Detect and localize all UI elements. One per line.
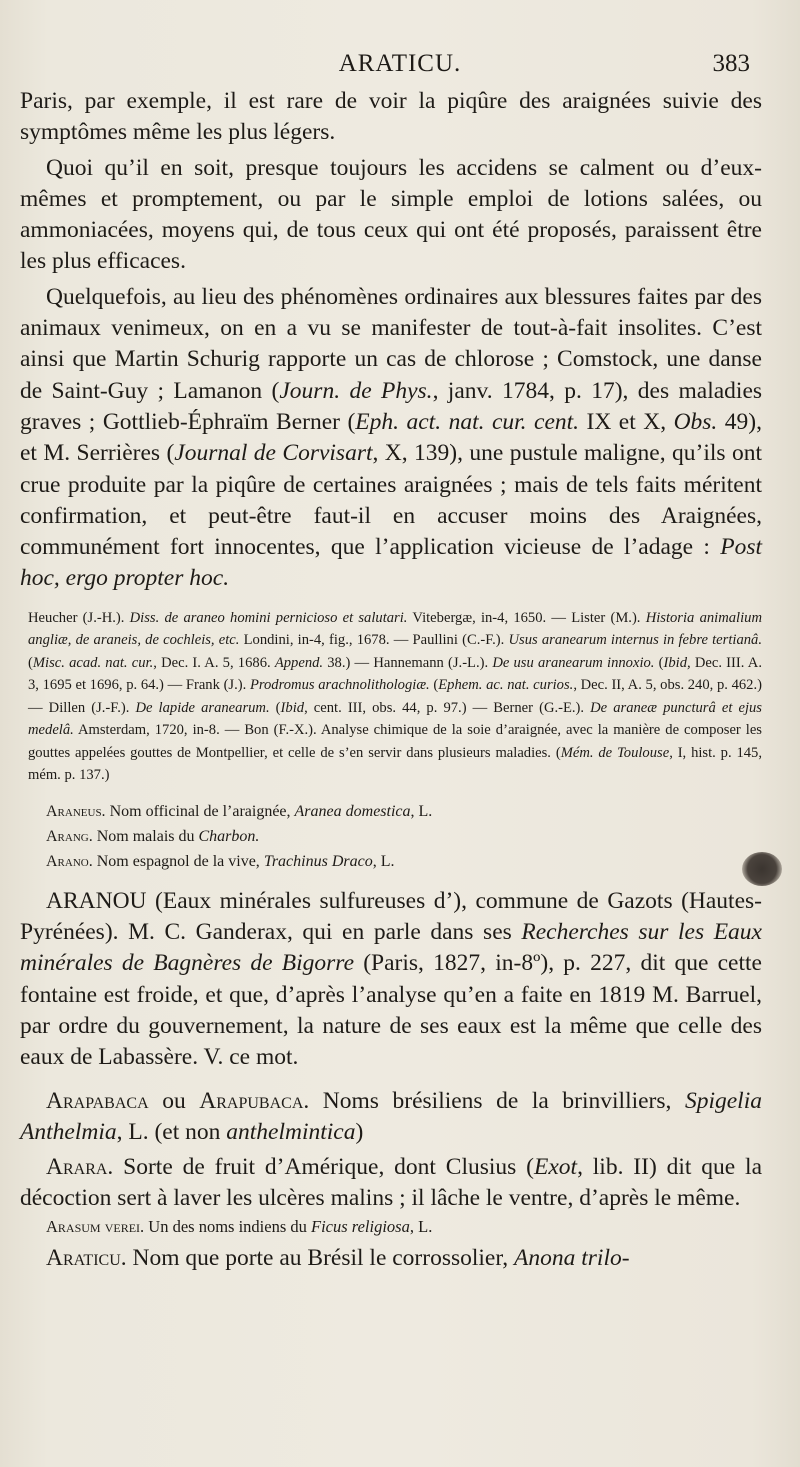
entry-headword: Arang. <box>46 827 93 845</box>
text-run: Quelquefois, au lieu des phénomènes ordinaires aux blessures faites par des animaux venimeux, on en a vu se manifester de tout-à-fait insolites. C’est ainsi que Martin Schurig rapporte un cas de chlorose ; Comstock, une danse de Saint-Guy ; Lamanon ( <box>20 283 762 404</box>
entry-aranou <box>20 886 762 1074</box>
text-run: , L. (et non <box>116 1118 227 1145</box>
italic-run: Trachinus Draco <box>263 852 373 870</box>
italic-run: Prodromus arachnolithologiæ. <box>249 677 430 694</box>
text-run: Nom espagnol de la vive, <box>92 852 264 870</box>
text-run: IX et X, <box>579 408 674 435</box>
entry-arapabaca <box>20 1086 762 1149</box>
text-run: ) <box>355 1118 364 1145</box>
text-run: Nom que porte au Brésil le corrossolier, <box>126 1244 515 1271</box>
text-run: Noms brésiliens de la brinvilliers, <box>309 1087 685 1114</box>
entry-headword: Araneus. <box>46 802 106 820</box>
text-run: Sorte de fruit d’Amérique, dont Clusius ( <box>113 1154 534 1181</box>
entry-headword: Arano. <box>46 852 93 870</box>
ink-blot-mark <box>742 852 782 886</box>
text-run: 49), et M. Serrières ( <box>20 408 762 467</box>
text-run: ( <box>654 654 664 671</box>
italic-run: Usus aranearum internus in febre tertianâ. <box>508 632 762 649</box>
entry-arang <box>20 824 762 849</box>
italic-run: Diss. de araneo homini pernicioso et salutari. <box>129 609 408 626</box>
text-run: Nom officinal de l’araignée, <box>105 802 295 820</box>
paragraph-1: Paris, par exemple, il est rare de voir la piqûre des araignées suivie des symptômes même les plus légers. <box>20 88 762 146</box>
text-run: Un des noms indiens du <box>144 1216 312 1236</box>
page-header <box>0 50 800 84</box>
entry-headword: ARANOU <box>46 887 147 914</box>
text-run: (Paris, 1827, in-8º), p. 227, dit que cette fontaine est froide, et que, d’après l’analyse qu’en a faite en 1819 M. Barruel, par ordre du gouvernement, la nature de ses eaux est la même que celle des eaux de Labassère. V. ce mot. <box>20 950 762 1071</box>
text-run: ou <box>148 1087 200 1114</box>
entry-headword: Arara. <box>46 1154 114 1181</box>
text-run: , X, 139), une pustule maligne, qu’ils ont crue produite par la piqûre de certaines araignées ; mais de tels faits méritent confirmation, et peut-être faut-il en accuser moins des Araignées, communément fort innocentes, que l’application vicieuse de l’adage : <box>20 440 762 561</box>
italic-run: Ibid <box>280 699 305 716</box>
italic-run: Eph. act. nat. cur. cent. <box>355 408 580 435</box>
text-run: ( <box>269 699 281 716</box>
bibliography-notes <box>20 607 762 787</box>
italic-run: Historia animalium angliæ, de araneis, de cochleis, etc. <box>28 609 762 649</box>
italic-run: Misc. acad. nat. cur. <box>32 654 154 671</box>
text-run: Vitebergæ, in-4, 1650. — Lister (M.). <box>407 609 646 626</box>
running-head: ARATICU. <box>338 50 462 77</box>
italic-run: Spigelia Anthelmia <box>20 1087 762 1145</box>
italic-run: Append. <box>274 654 324 671</box>
text-run: ( <box>429 677 439 694</box>
entry-headword: Arasum verei. <box>46 1216 145 1236</box>
italic-run: De lapide aranearum. <box>135 699 270 716</box>
italic-run: Ficus religiosa <box>311 1216 410 1236</box>
italic-run: Recherches sur les Eaux minérales de Bagnères de Bigorre <box>20 919 762 977</box>
text-run: Heucher (J.-H.). <box>28 609 130 626</box>
entry-araneus <box>20 799 762 824</box>
text-run: (Eaux minérales sulfureuses d’), commune de Gazots (Hautes-Pyrénées). M. C. Ganderax, qui en parle dans ses <box>20 887 762 946</box>
entry-headword: Arapubaca. <box>199 1087 310 1114</box>
text-run: , cent. III, obs. 44, p. 97.) — Berner (G.-E.). <box>304 699 591 716</box>
text-run: Londini, in-4, fig., 1678. — Paullini (C.-F.). <box>239 632 509 649</box>
text-run: , L. <box>409 1216 433 1236</box>
text-run: ( <box>28 654 33 671</box>
text-run: Nom malais du <box>92 827 199 845</box>
italic-run: Charbon. <box>198 827 260 845</box>
entry-arano <box>20 849 762 874</box>
text-run: , janv. 1784, p. 17), des maladies graves ; Gottlieb-Éphraïm Berner ( <box>20 377 763 435</box>
entry-headword: Arapabaca <box>46 1087 149 1114</box>
italic-run: anthelmintica <box>226 1118 356 1145</box>
italic-run: Exot <box>533 1154 578 1181</box>
entry-arasum-verei <box>20 1215 762 1239</box>
page-body <box>20 86 762 1274</box>
text-run: Amsterdam, 1720, in-8. — Bon (F.-X.). Analyse chimique de la soie d’araignée, avec la manière de composer les gouttes appelées gouttes de Montpellier, et celle de s’en servir dans plusieurs maladies. ( <box>28 722 762 761</box>
italic-run: Journ. de Phys. <box>279 377 433 404</box>
page-number: 383 <box>712 50 750 77</box>
italic-run: De usu aranearum innoxio. <box>492 654 655 671</box>
text-run: , L. <box>410 802 433 820</box>
italic-run: Journal de Corvisart <box>174 440 373 467</box>
paragraph-2: Quoi qu’il en soit, presque toujours les accidens se calment ou d’eux-mêmes et promptement, ou par le simple emploi de lotions salées, ou ammoniacées, moyens qui, de tous ceux qui ont été proposés, paraissent être les plus efficaces. <box>20 154 762 275</box>
italic-run: Aranea domestica <box>294 802 411 820</box>
text-run: 38.) — Hannemann (J.-L.). <box>323 654 493 671</box>
italic-run: Mém. de Toulouse <box>560 744 670 761</box>
text-run: , L. <box>372 852 395 870</box>
text-run: , Dec. I. A. 5, 1686. <box>153 654 275 671</box>
entry-headword: Araticu. <box>46 1244 127 1271</box>
paragraph-3 <box>20 282 762 595</box>
entry-arara <box>20 1152 762 1215</box>
entry-araticu <box>20 1243 762 1274</box>
italic-run: De araneæ puncturâ et ejus medelâ. <box>28 699 762 739</box>
italic-run: Ephem. ac. nat. curios. <box>438 677 574 694</box>
italic-run: Ibid, <box>663 654 691 671</box>
italic-run: Post hoc, ergo propter hoc. <box>20 534 762 592</box>
text-run: Dec. III. A. 3, 1695 et 1696, p. 64.) — Frank (J.). <box>28 654 762 694</box>
italic-run: Obs. <box>673 408 718 435</box>
text-run: , lib. II) dit que la décoction sert à laver les ulcères malins ; il lâche le ventre, d’après le même. <box>20 1154 762 1212</box>
text-run: , I, hist. p. 145, mém. p. 137.) <box>28 744 763 784</box>
italic-run: Anona trilo- <box>514 1244 630 1271</box>
text-run: , Dec. II, A. 5, obs. 240, p. 462.) — Dillen (J.-F.). <box>28 677 762 716</box>
